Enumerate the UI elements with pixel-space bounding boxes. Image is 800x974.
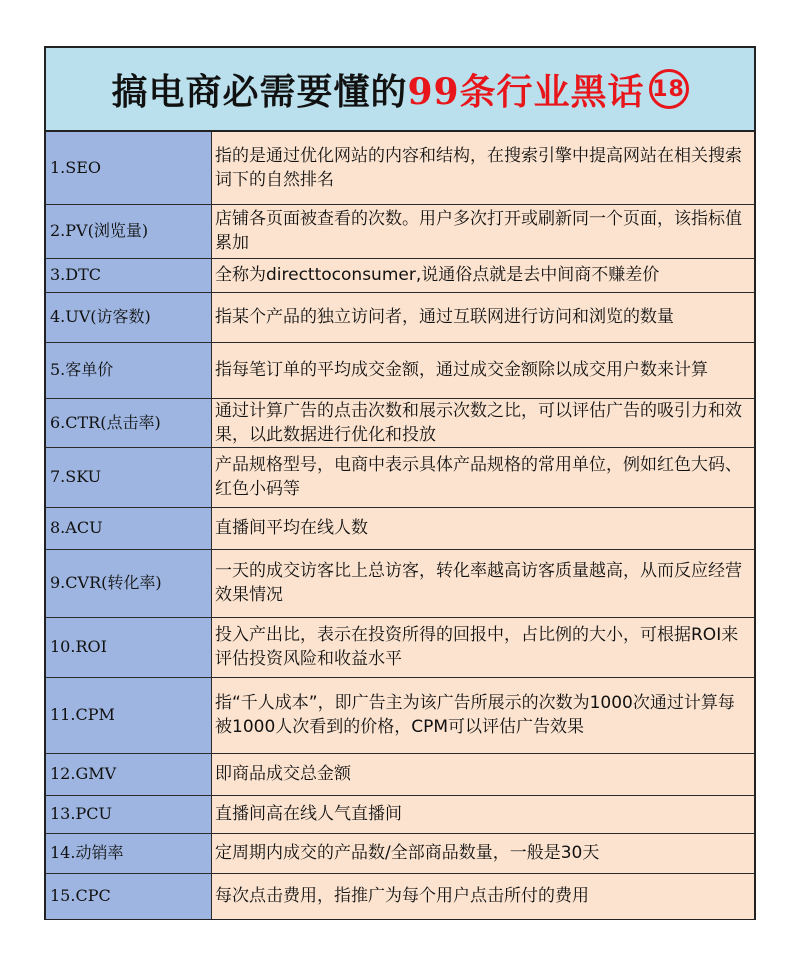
definition-cell: 指的是通过优化网站的内容和结构，在搜索引擎中提高网站在相关搜索词下的自然排名 — [212, 132, 755, 204]
table-row — [46, 342, 754, 398]
definition-cell: 指每笔订单的平均成交金额，通过成交金额除以成交用户数来计算 — [212, 342, 755, 398]
term-cell: 15.CPC — [46, 873, 212, 919]
table-row — [46, 833, 754, 873]
definition-cell: 通过计算广告的点击次数和展示次数之比，可以评估广告的吸引力和效果，以此数据进行优化和投放 — [212, 398, 755, 447]
definition-cell: 产品规格型号，电商中表示具体产品规格的常用单位，例如红色大码、红色小码等 — [212, 447, 755, 507]
definition-cell: 投入产出比，表示在投资所得的回报中，占比例的大小，可根据ROI来评估投资风险和收益水平 — [212, 617, 755, 677]
term-cell: 6.CTR(点击率) — [46, 398, 212, 447]
table-row — [46, 795, 754, 833]
definition-cell: 每次点击费用，指推广为每个用户点击所付的费用 — [212, 873, 755, 919]
term-cell: 14.动销率 — [46, 833, 212, 873]
definition-cell: 一天的成交访客比上总访客，转化率越高访客质量越高，从而反应经营效果情况 — [212, 549, 755, 617]
term-cell: 10.ROI — [46, 617, 212, 677]
term-cell: 13.PCU — [46, 795, 212, 833]
glossary-sheet — [44, 46, 756, 920]
table-row — [46, 204, 754, 258]
table-row — [46, 398, 754, 447]
term-cell: 8.ACU — [46, 507, 212, 549]
term-cell: 11.CPM — [46, 677, 212, 753]
definition-cell: 直播间高在线人气直播间 — [212, 795, 755, 833]
table-row — [46, 132, 754, 204]
title-banner — [46, 48, 754, 132]
term-cell: 3.DTC — [46, 258, 212, 292]
glossary-table — [46, 132, 754, 919]
table-row — [46, 549, 754, 617]
term-cell: 2.PV(浏览量) — [46, 204, 212, 258]
term-cell: 1.SEO — [46, 132, 212, 204]
table-row — [46, 258, 754, 292]
definition-cell: 店铺各页面被查看的次数。用户多次打开或刷新同一个页面，该指标值累加 — [212, 204, 755, 258]
definition-cell: 指“千人成本”，即广告主为该广告所展示的次数为1000次通过计算每被1000人次看到的价格，CPM可以评估广告效果 — [212, 677, 755, 753]
table-row — [46, 753, 754, 795]
table-row — [46, 617, 754, 677]
definition-cell: 定周期内成交的产品数/全部商品数量，一般是30天 — [212, 833, 755, 873]
term-cell: 7.SKU — [46, 447, 212, 507]
term-cell: 4.UV(访客数) — [46, 292, 212, 342]
title-part-1: 搞电商必需要懂的 — [111, 70, 408, 113]
table-row — [46, 873, 754, 919]
table-row — [46, 292, 754, 342]
definition-cell: 直播间平均在线人数 — [212, 507, 755, 549]
term-cell: 5.客单价 — [46, 342, 212, 398]
circled-number-badge: 18 — [649, 69, 689, 109]
table-row — [46, 677, 754, 753]
definition-cell: 指某个产品的独立访问者，通过互联网进行访问和浏览的数量 — [212, 292, 755, 342]
table-row — [46, 447, 754, 507]
term-cell: 9.CVR(转化率) — [46, 549, 212, 617]
definition-cell: 全称为directtoconsumer,说通俗点就是去中间商不赚差价 — [212, 258, 755, 292]
table-row — [46, 507, 754, 549]
term-cell: 12.GMV — [46, 753, 212, 795]
title-part-2: 99条行业黑话 — [407, 70, 645, 113]
definition-cell: 即商品成交总金额 — [212, 753, 755, 795]
